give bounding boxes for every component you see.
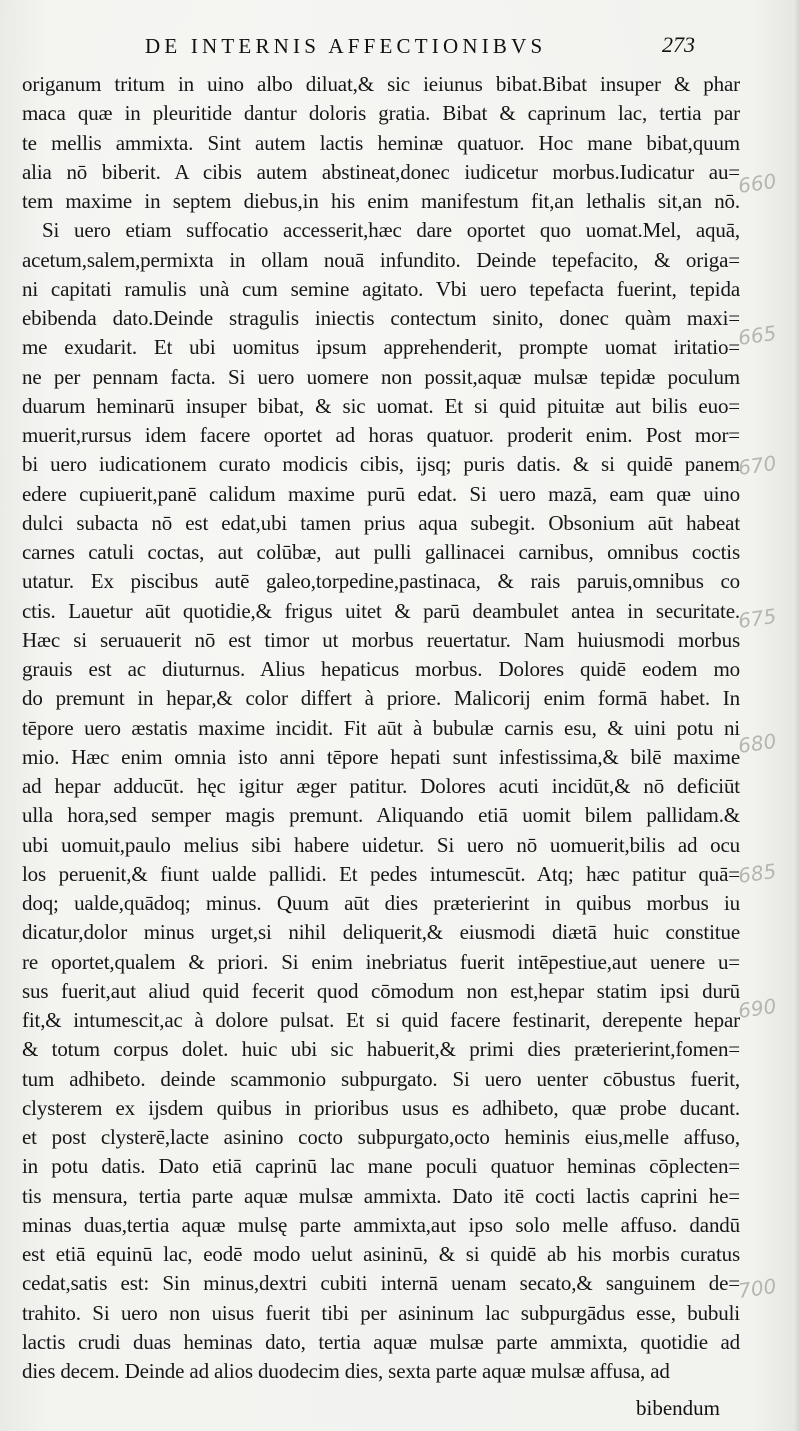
margin-line-number: 685 bbox=[736, 858, 778, 888]
text-line: grauis est ac diuturnus. Alius hepaticus morbus. Dolores quidē eodem mo bbox=[22, 657, 740, 681]
text-line: te mellis ammixta. Sint autem lactis heminæ quatuor. Hoc mane bibat,quum bbox=[22, 130, 740, 155]
text-line: utatur. Ex piscibus autē galeo,torpedine,pastinaca, & rais paruis,omnibus co bbox=[22, 569, 740, 594]
text-line: sus fuerit,aut aliud quid fecerit quod cōmodum non est,hepar statim ipsi durū bbox=[22, 978, 740, 1003]
text-line: tem maxime in septem diebus,in his enim manifestum fit,an lethalis sit,an nō. bbox=[22, 189, 740, 213]
running-head: DE INTERNIS AFFECTIONIBVS bbox=[145, 34, 547, 58]
text-line: dulci subacta nō est edat,ubi tamen prius aqua subegit. Obsonium aūt habeat bbox=[22, 510, 740, 535]
text-line: do premunt in hepar,& color differt à priore. Malicorij enim formā habet. In bbox=[22, 686, 740, 711]
text-line: ne per pennam facta. Si uero uomere non possit,aquæ mulsæ tepidæ poculum bbox=[22, 364, 740, 389]
text-line: fit,& intumescit,ac à dolore pulsat. Et si quid facere festinarit, derepente hepar bbox=[22, 1008, 740, 1032]
text-line: in potu datis. Dato etiā caprinū lac mane poculi quatuor heminas cōplecten= bbox=[22, 1154, 740, 1179]
text-line: est etiā equinū lac, eodē modo uelut asininū, & si quidē ab his morbis curatus bbox=[22, 1242, 740, 1266]
margin-line-number: 680 bbox=[736, 728, 778, 758]
text-line: & totum corpus dolet. huic ubi sic habuerit,& primi dies præterierint,fomen= bbox=[22, 1037, 740, 1062]
text-line: maca quæ in pleuritide dantur doloris gratia. Bibat & caprinum lac, tertia par bbox=[22, 101, 740, 126]
text-line: minas duas,tertia aquæ mulsę parte ammixta,aut ipso solo melle affuso. dandū bbox=[22, 1212, 740, 1237]
body-text bbox=[22, 70, 740, 1386]
text-line: edere cupiuerit,panē calidum maxime purū edat. Si uero mazā, eam quæ uino bbox=[22, 481, 740, 506]
text-line: me exudarit. Et ubi uomitus ipsum apprehenderit, prompte uomat iritatio= bbox=[22, 335, 740, 360]
text-line: cedat,satis est: Sin minus,dextri cubiti internā uenam secato,& sanguinem de= bbox=[22, 1271, 740, 1296]
text-line: clysterem ex ijsdem quibus in prioribus usus es adhibeto, quæ probe ducant. bbox=[22, 1095, 740, 1120]
text-line: duarum heminarū insuper bibat, & sic uomat. Et si quid pituitæ aut bilis euo= bbox=[22, 393, 740, 418]
text-line: Hæc si seruauerit nō est timor ut morbus reuertatur. Nam huiusmodi morbus bbox=[22, 627, 740, 652]
text-line: carnes catuli coctas, aut colūbæ, aut pulli gallinacei carnibus, omnibus coctis bbox=[22, 540, 740, 564]
text-line: origanum tritum in uino albo diluat,& sic ieiunus bibat.Bibat insuper & phar bbox=[22, 72, 740, 96]
text-line: tēpore uero æstatis maxime incidit. Fit aūt à bubulæ carnis esu, & uini potu ni bbox=[22, 715, 740, 740]
margin-line-number: 670 bbox=[736, 450, 778, 480]
text-line: tum adhibeto. deinde scammonio subpurgato. Si uero uenter cōbustus fuerit, bbox=[22, 1066, 740, 1091]
page-edge-shadow bbox=[794, 0, 800, 1431]
text-line: Si uero etiam suffocatio accesserit,hæc dare oportet quo uomat.Mel, aquā, bbox=[42, 218, 740, 243]
text-line: alia nō biberit. A cibis autem abstineat,donec iudicetur morbus.Iudicatur au= bbox=[22, 159, 740, 184]
text-line: ubi uomuit,paulo melius sibi habere uidetur. Si uero nō uomuerit,bilis ad ocu bbox=[22, 832, 740, 857]
text-line: doq; ualde,quādoq; minus. Quum aūt dies præterierint in quibus morbus iu bbox=[22, 891, 740, 915]
text-line: acetum,salem,permixta in ollam nouā infundito. Deinde tepefacito, & origa= bbox=[22, 247, 740, 272]
text-line: ctis. Lauetur aūt quotidie,& frigus uitet & parū deambulet antea in securitate. bbox=[22, 598, 740, 623]
margin-line-number: 660 bbox=[736, 168, 778, 198]
text-line: mio. Hæc enim omnia isto anni tēpore hepati sunt infestissima,& bilē maxime bbox=[22, 744, 740, 769]
text-line: dicatur,dolor minus urget,si nihil deliquerit,& eiusmodi diætā huic constitue bbox=[22, 920, 740, 945]
text-line: ebibenda dato.Deinde stragulis iniectis contectum sinito, donec quàm maxi= bbox=[22, 306, 740, 330]
text-line: bi uero iudicationem curato modicis cibis, ijsq; puris datis. & si quidē panem bbox=[22, 452, 740, 477]
margin-line-number: 690 bbox=[736, 993, 778, 1023]
text-line: dies decem. Deinde ad alios duodecim dies, sexta parte aquæ mulsæ affusa, ad bbox=[22, 1359, 670, 1383]
text-line: muerit,rursus idem facere oportet ad horas quatuor. proderit enim. Post mor= bbox=[22, 423, 740, 447]
margin-line-number: 665 bbox=[736, 320, 778, 350]
text-line: re oportet,qualem & priori. Si enim inebriatus fuerit intēpestiue,aut uenere u= bbox=[22, 949, 740, 974]
text-line: ni capitati ramulis unà cum semine agitato. Vbi uero tepefacta fuerint, tepida bbox=[22, 276, 740, 301]
page-number: 273 bbox=[662, 32, 695, 57]
text-line: ulla hora,sed semper magis premunt. Aliquando etiā uomit bilem pallidam.& bbox=[22, 803, 740, 828]
margin-line-number: 700 bbox=[736, 1273, 778, 1303]
margin-line-number: 675 bbox=[736, 603, 778, 633]
text-line: et post clysterē,lacte asinino cocto subpurgato,octo heminis eius,melle affuso, bbox=[22, 1125, 740, 1149]
catchword: bibendum bbox=[636, 1396, 720, 1420]
text-line: los peruenit,& fiunt ualde pallidi. Et pedes intumescūt. Atq; hæc patitur quā= bbox=[22, 861, 740, 886]
text-line: tis mensura, tertia parte aquæ mulsæ ammixta. Dato itē cocti lactis caprini he= bbox=[22, 1183, 740, 1208]
text-line: trahito. Si uero non uisus fuerit tibi per asininum lac subpurgādus esse, bubuli bbox=[22, 1300, 740, 1325]
text-line: lactis crudi duas heminas dato, tertia aquæ mulsæ parte ammixta, quotidie ad bbox=[22, 1329, 740, 1354]
text-line: ad hepar adducūt. hęc igitur æger patitur. Dolores acuti incidūt,& nō deficiūt bbox=[22, 774, 740, 798]
